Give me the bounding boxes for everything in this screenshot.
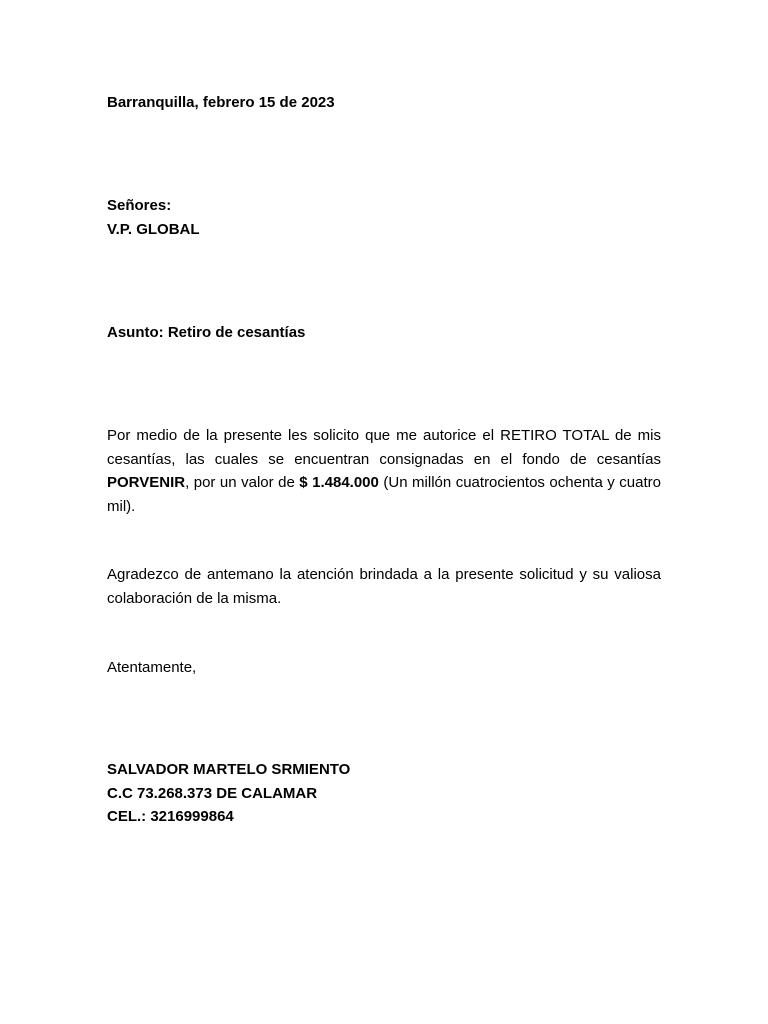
- closing-line: Atentamente,: [107, 659, 197, 676]
- date-line: Barranquilla, febrero 15 de 2023: [107, 94, 335, 111]
- signer-phone: CEL.: 3216999864: [107, 808, 234, 825]
- body-paragraph-request: [107, 424, 661, 518]
- paragraph-1-text-part-1: Por medio de la presente les solicito que me autorice el RETIRO TOTAL de mis cesantías, las cuales se encuentran consignadas en el fondo de cesantías: [107, 427, 661, 468]
- recipient-name: V.P. GLOBAL: [107, 220, 200, 238]
- signer-name: SALVADOR MARTELO SRMIENTO: [107, 761, 351, 778]
- amount-value: $ 1.484.000: [299, 474, 379, 491]
- signature-block: [107, 758, 350, 829]
- subject-line: Asunto: Retiro de cesantías: [107, 324, 306, 341]
- paragraph-1-text-part-2: , por un valor de: [185, 474, 300, 491]
- paragraph-1-text-part-3: (Un millón cuatrocientos ochenta y cuatro mil).: [107, 474, 661, 515]
- recipient-salutation: Señores:: [107, 197, 172, 214]
- fund-name: PORVENIR: [107, 474, 186, 491]
- body-paragraph-thanks: Agradezco de antemano la atención brindada a la presente solicitud y su valiosa colaboración de la misma.: [107, 566, 661, 607]
- recipient-block: [107, 194, 200, 241]
- signer-id: C.C 73.268.373 DE CALAMAR: [107, 784, 318, 802]
